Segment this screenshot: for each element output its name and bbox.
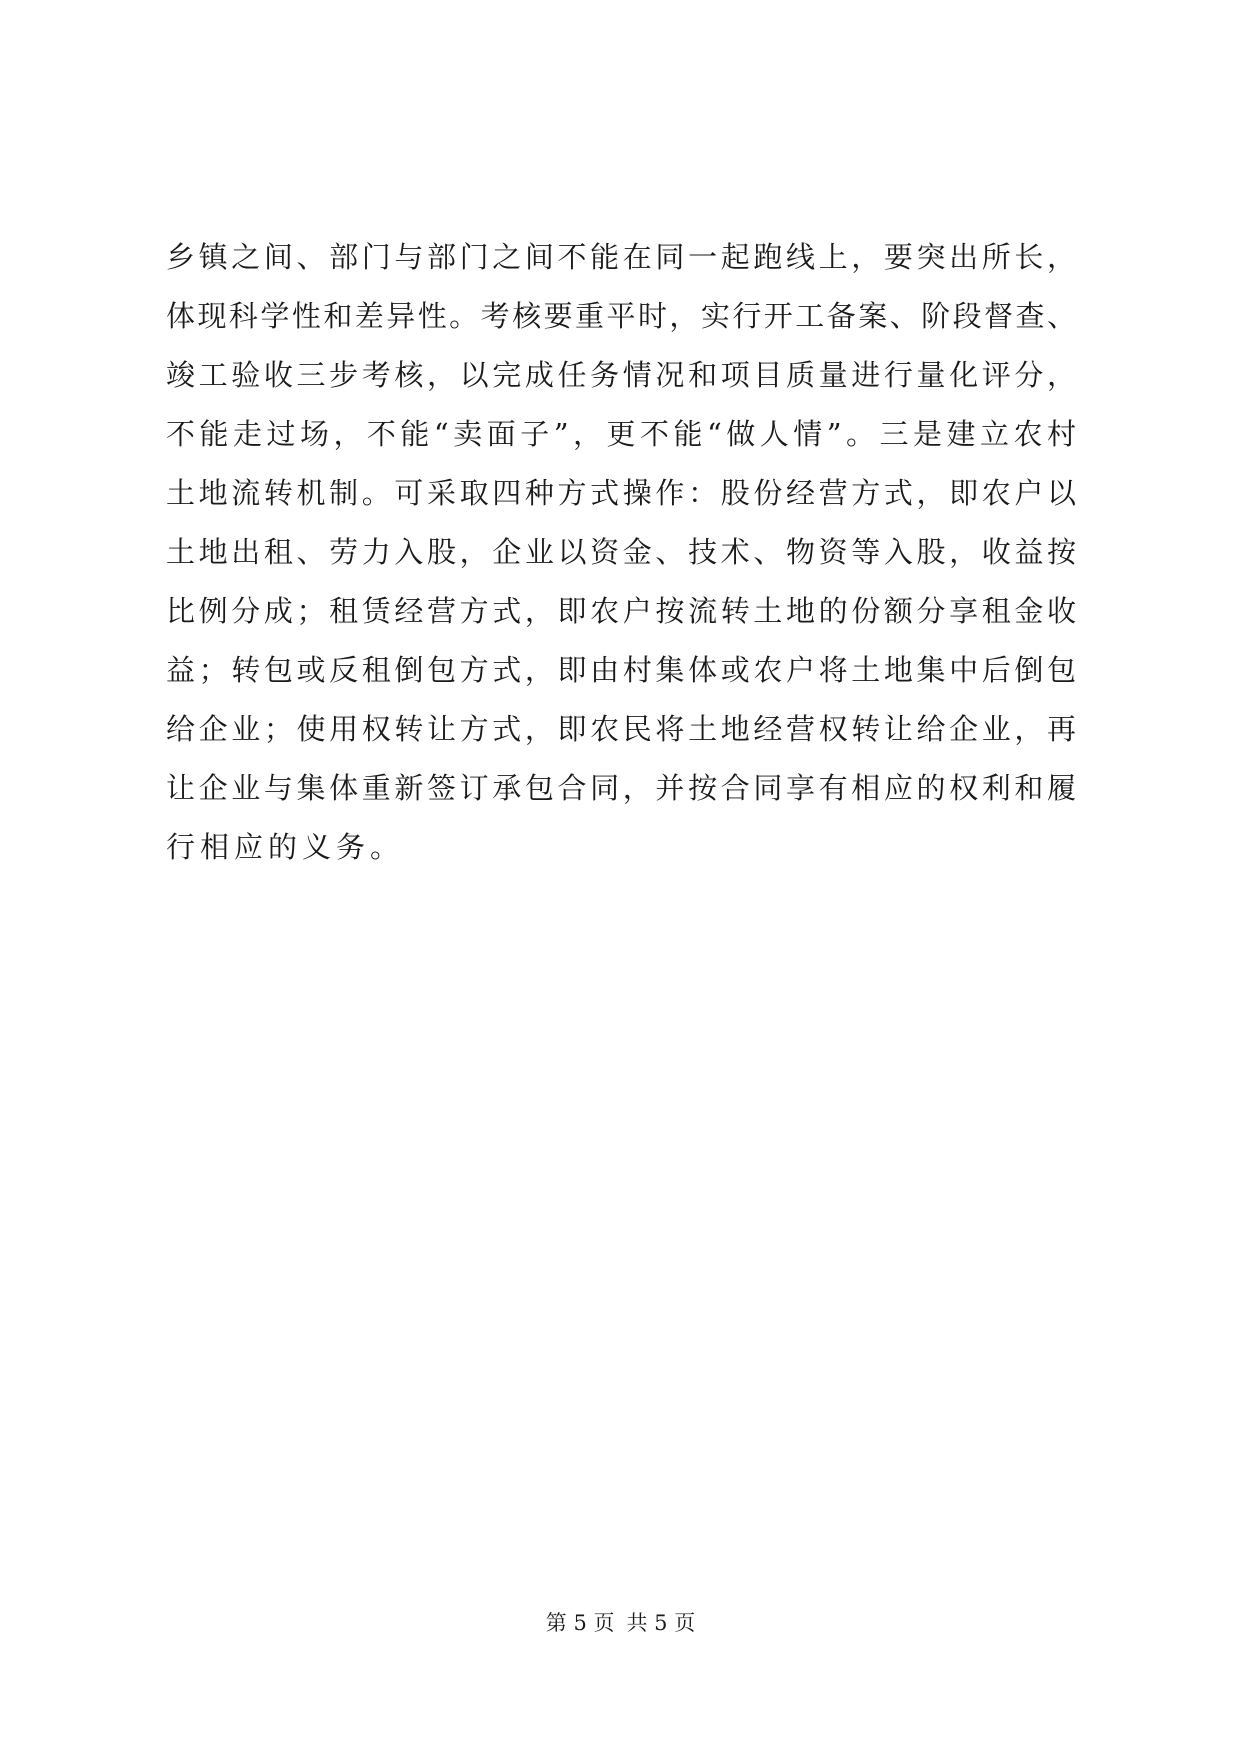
body-paragraph <box>166 228 1076 877</box>
page-total: 共 5 页 <box>626 1611 696 1635</box>
text-line: 不能走过场，不能“卖面子”，更不能“做人情”。三是建立农村 <box>166 417 1076 451</box>
text-line: 土地出租、劳力入股，企业以资金、技术、物资等入股，收益按 <box>166 535 1076 569</box>
text-line: 益；转包或反租倒包方式，即由村集体或农户将土地集中后倒包 <box>166 653 1076 687</box>
page-number: 第 5 页 <box>545 1611 615 1635</box>
text-line: 体现科学性和差异性。考核要重平时，实行开工备案、阶段督查、 <box>166 299 1076 333</box>
text-line: 竣工验收三步考核，以完成任务情况和项目质量进行量化评分， <box>166 358 1076 392</box>
text-line: 比例分成；租赁经营方式，即农户按流转土地的份额分享租金收 <box>166 594 1076 628</box>
text-line: 让企业与集体重新签订承包合同，并按合同享有相应的权利和履 <box>166 771 1076 805</box>
text-line: 给企业；使用权转让方式，即农民将土地经营权转让给企业，再 <box>166 712 1076 746</box>
text-line: 行相应的义务。 <box>166 830 405 864</box>
text-line: 土地流转机制。可采取四种方式操作：股份经营方式，即农户以 <box>166 476 1076 510</box>
text-line: 乡镇之间、部门与部门之间不能在同一起跑线上，要突出所长， <box>166 240 1076 274</box>
page-footer <box>0 1608 1241 1638</box>
